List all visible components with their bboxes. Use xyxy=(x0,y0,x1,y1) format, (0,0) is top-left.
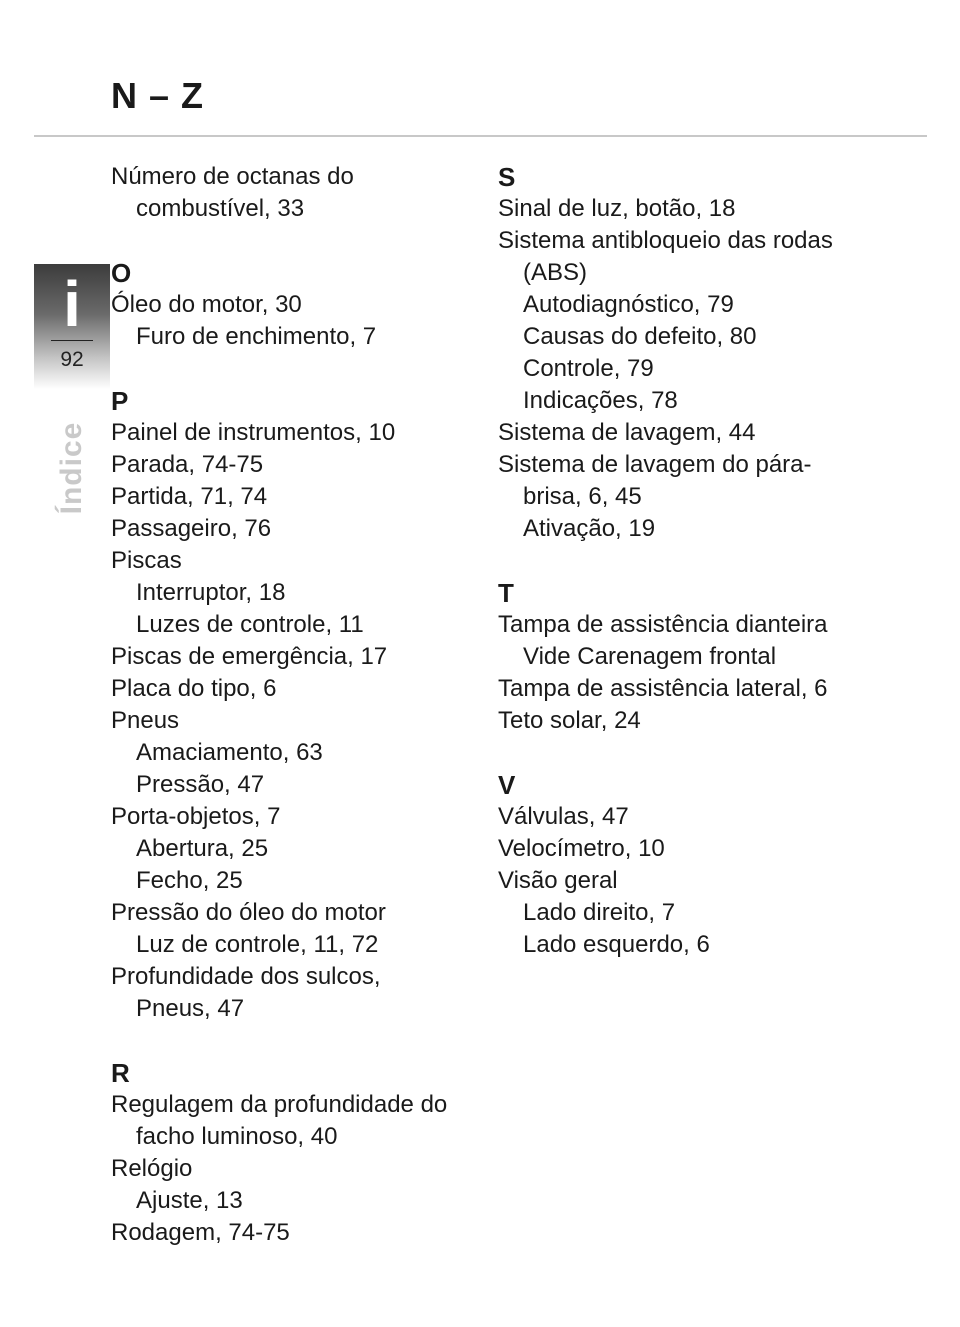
entry-text: Painel de instrumentos, 10 xyxy=(111,419,396,446)
section-letter: P xyxy=(111,386,129,416)
index-entry xyxy=(498,833,918,865)
entry-text: Porta-objetos, 7 xyxy=(111,803,281,830)
info-icon: i xyxy=(63,268,81,340)
entry-text: Velocímetro, 10 xyxy=(498,835,665,862)
entry-text: Pressão do óleo do motor xyxy=(111,899,386,926)
index-section xyxy=(111,257,481,353)
section-letter: O xyxy=(111,258,132,288)
entry-text: Ajuste, 13 xyxy=(136,1187,243,1214)
entry-text: Lado esquerdo, 6 xyxy=(523,931,710,958)
index-subentry xyxy=(111,769,481,801)
index-entry xyxy=(111,545,481,577)
entry-text: Parada, 74-75 xyxy=(111,451,264,478)
index-entry xyxy=(111,1153,481,1185)
index-subentry xyxy=(111,737,481,769)
entry-text: Tampa de assistência lateral, 6 xyxy=(498,675,828,702)
entry-text: Sistema antibloqueio das rodas xyxy=(498,227,833,254)
section-label: Índice xyxy=(55,421,88,515)
section-letter: V xyxy=(498,770,516,800)
index-entry xyxy=(111,513,481,545)
index-section xyxy=(498,161,918,545)
entry-text: Tampa de assistência dianteira xyxy=(498,611,828,638)
entry-text: Lado direito, 7 xyxy=(523,899,676,926)
entry-text: Ativação, 19 xyxy=(523,515,656,542)
entry-text: Pneus xyxy=(111,707,180,734)
index-subentry xyxy=(111,833,481,865)
index-section xyxy=(498,769,918,961)
entry-text: Teto solar, 24 xyxy=(498,707,641,734)
page-title: N – Z xyxy=(111,75,205,116)
index-subentry xyxy=(498,929,918,961)
page-number: 92 xyxy=(60,348,84,371)
section-letter: R xyxy=(111,1058,130,1088)
entry-text: Sinal de luz, botão, 18 xyxy=(498,195,736,222)
index-subentry xyxy=(111,321,481,353)
index-entry xyxy=(111,801,481,833)
entry-text: Indicações, 78 xyxy=(523,387,678,414)
entry-text: Pneus, 47 xyxy=(136,995,245,1022)
index-entry xyxy=(111,673,481,705)
entry-text: Amaciamento, 63 xyxy=(136,739,323,766)
index-entry xyxy=(111,1217,481,1249)
entry-text: Visão geral xyxy=(498,867,618,894)
section-letter: S xyxy=(498,162,516,192)
index-subentry xyxy=(111,929,481,961)
entry-text: Vide Carenagem frontal xyxy=(523,643,777,670)
entry-text: Controle, 79 xyxy=(523,355,654,382)
entry-text: Sistema de lavagem do pára- xyxy=(498,451,812,478)
index-entry xyxy=(111,161,481,225)
index-entry xyxy=(498,193,918,225)
index-subentry xyxy=(498,897,918,929)
index-entry xyxy=(111,1089,481,1153)
entry-text: Interruptor, 18 xyxy=(136,579,286,606)
entry-text: Piscas de emergência, 17 xyxy=(111,643,388,670)
entry-text: Luzes de controle, 11 xyxy=(136,611,364,638)
entry-text: Placa do tipo, 6 xyxy=(111,675,277,702)
index-subentry xyxy=(111,609,481,641)
index-entry xyxy=(111,481,481,513)
index-entry xyxy=(498,673,918,705)
index-column-left xyxy=(111,161,481,1281)
section-letter: T xyxy=(498,578,514,608)
entry-text: Piscas xyxy=(111,547,182,574)
entry-text: combustível, 33 xyxy=(136,195,305,222)
index-section xyxy=(111,1057,481,1249)
index-section xyxy=(498,577,918,737)
entry-text: Regulagem da profundidade do xyxy=(111,1091,448,1118)
index-entry xyxy=(111,705,481,737)
entry-text: Partida, 71, 74 xyxy=(111,483,268,510)
index-entry xyxy=(498,865,918,897)
index-subentry xyxy=(111,1185,481,1217)
index-entry xyxy=(498,705,918,737)
tab-divider xyxy=(51,340,93,341)
entry-text: brisa, 6, 45 xyxy=(523,483,642,510)
entry-text: Rodagem, 74-75 xyxy=(111,1219,290,1246)
index-subentry xyxy=(498,385,918,417)
entry-text: Luz de controle, 11, 72 xyxy=(136,931,379,958)
entry-text: Número de octanas do xyxy=(111,163,354,190)
index-subentry xyxy=(111,865,481,897)
index-column-right xyxy=(498,161,918,993)
index-subentry xyxy=(498,641,918,673)
index-subentry xyxy=(498,353,918,385)
entry-text: Pressão, 47 xyxy=(136,771,265,798)
entry-text: (ABS) xyxy=(523,259,588,286)
index-entry xyxy=(498,801,918,833)
entry-text: Válvulas, 47 xyxy=(498,803,629,830)
index-subentry xyxy=(111,577,481,609)
entry-text: Relógio xyxy=(111,1155,193,1182)
entry-text: Profundidade dos sulcos, xyxy=(111,963,381,990)
index-section xyxy=(111,161,481,225)
index-subentry xyxy=(498,321,918,353)
index-entry xyxy=(498,609,918,641)
index-entry xyxy=(111,961,481,1025)
index-subentry xyxy=(498,513,918,545)
index-entry xyxy=(498,417,918,449)
entry-text: Causas do defeito, 80 xyxy=(523,323,757,350)
entry-text: Passageiro, 76 xyxy=(111,515,272,542)
index-section xyxy=(111,385,481,1025)
index-entry xyxy=(498,225,918,289)
entry-text: Autodiagnóstico, 79 xyxy=(523,291,734,318)
entry-text: Óleo do motor, 30 xyxy=(111,291,302,318)
index-entry xyxy=(111,289,481,321)
index-entry xyxy=(111,449,481,481)
index-entry xyxy=(498,449,918,513)
index-entry xyxy=(111,417,481,449)
entry-text: Abertura, 25 xyxy=(136,835,269,862)
index-entry xyxy=(111,641,481,673)
title-divider xyxy=(34,135,927,137)
entry-text: Furo de enchimento, 7 xyxy=(136,323,377,350)
index-entry xyxy=(111,897,481,929)
entry-text: Fecho, 25 xyxy=(136,867,243,894)
entry-text: facho luminoso, 40 xyxy=(136,1123,338,1150)
entry-text: Sistema de lavagem, 44 xyxy=(498,419,756,446)
index-subentry xyxy=(498,289,918,321)
